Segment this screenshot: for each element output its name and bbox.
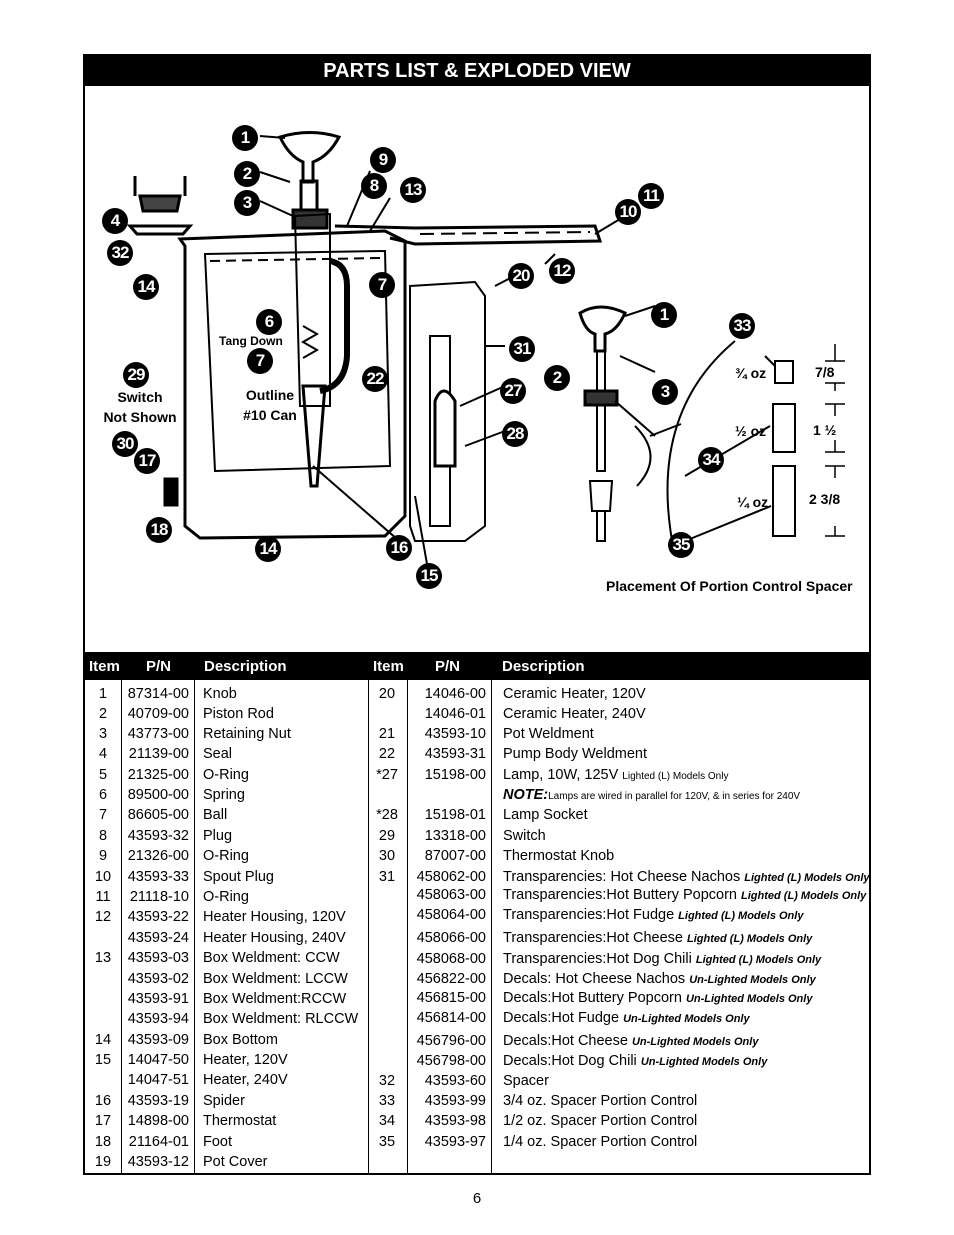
callout-6: 6: [256, 309, 282, 335]
table-row: [85, 846, 368, 866]
item-num: 35: [378, 1134, 396, 1150]
note-label: NOTE:: [503, 787, 549, 803]
part-description-wrap: [503, 969, 816, 990]
callout-4: 4: [102, 208, 128, 234]
part-description: Pot Cover: [203, 1154, 268, 1170]
part-description: Thermostat Knob: [503, 848, 615, 864]
header-item-left: Item: [89, 658, 120, 675]
item-num: 6: [98, 787, 108, 803]
header-item-right: Item: [373, 658, 404, 675]
table-row: [85, 907, 368, 927]
part-description: Retaining Nut: [203, 726, 291, 742]
part-number: 456814-00: [416, 1010, 486, 1026]
item-num: 17: [94, 1113, 112, 1129]
part-number: 43593-02: [127, 971, 189, 987]
callout-31: 31: [509, 336, 535, 362]
label-tang-down: Tang Down: [219, 334, 283, 348]
table-row: [368, 988, 868, 1008]
table-row: [368, 969, 868, 989]
part-description: Heater, 240V: [203, 1072, 288, 1088]
callout-15: 15: [416, 563, 442, 589]
table-row: [85, 1030, 368, 1050]
part-description: Decals:Hot Buttery Popcorn: [503, 990, 682, 1006]
table-row: [368, 1111, 868, 1131]
page-title: PARTS LIST & EXPLODED VIEW: [85, 56, 869, 86]
table-row: [368, 704, 868, 724]
part-description: 3/4 oz. Spacer Portion Control: [503, 1093, 698, 1109]
part-number: 456798-00: [416, 1053, 486, 1069]
part-description-wrap: [503, 905, 803, 926]
table-row: [85, 948, 368, 968]
callout-18: 18: [146, 517, 172, 543]
item-num: 8: [98, 828, 108, 844]
part-number: 13318-00: [424, 828, 486, 844]
part-description: Heater Housing, 120V: [203, 909, 346, 925]
table-row: [85, 704, 368, 724]
callout-3: 3: [234, 190, 260, 216]
part-description: Decals:Hot Fudge: [503, 1010, 620, 1026]
table-row: [368, 1051, 868, 1071]
callout-9: 9: [370, 147, 396, 173]
label-dim-1-half: 1 ½: [813, 422, 837, 438]
item-num: 32: [378, 1073, 396, 1089]
callout-27: 27: [500, 378, 526, 404]
part-number: 14047-50: [127, 1052, 189, 1068]
callout-7-right: 7: [369, 272, 395, 298]
part-description: Decals:Hot Dog Chili: [503, 1053, 637, 1069]
callout-22: 22: [362, 366, 388, 392]
part-number: 43593-10: [424, 726, 486, 742]
table-row: [368, 928, 868, 948]
parts-table-body: [85, 680, 869, 1175]
part-number: 43593-31: [424, 746, 486, 762]
model-note: Un-Lighted Models Only: [685, 993, 813, 1005]
callout-3-right: 3: [652, 379, 678, 405]
part-description: Plug: [203, 828, 233, 844]
model-note: Un-Lighted Models Only: [623, 1013, 750, 1025]
callout-11: 11: [638, 183, 664, 209]
part-number: 43593-97: [424, 1134, 486, 1150]
header-pn-left: P/N: [146, 658, 172, 675]
page-number: 6: [472, 1190, 482, 1207]
part-description: Pot Weldment: [503, 726, 594, 742]
callout-34: 34: [698, 447, 724, 473]
callout-14-top: 14: [133, 274, 159, 300]
exploded-view-diagram: [85, 86, 869, 652]
table-row: [85, 765, 368, 785]
part-number: 458062-00: [416, 869, 486, 885]
parts-table-header: [85, 652, 869, 680]
part-description-wrap: [503, 1008, 750, 1029]
part-description: Heater Housing, 240V: [203, 930, 346, 946]
part-description: Spider: [203, 1093, 245, 1109]
part-number: 43593-91: [127, 991, 189, 1007]
part-description-wrap: [503, 1031, 758, 1052]
table-row: [85, 969, 368, 989]
part-description: Lamp, 10W, 125V: [503, 767, 619, 783]
table-row: [368, 785, 868, 805]
part-description: Foot: [203, 1134, 233, 1150]
part-description: Box Weldment: LCCW: [203, 971, 348, 987]
part-number: 43593-32: [127, 828, 189, 844]
model-note: Un-Lighted Models Only: [631, 1036, 759, 1048]
part-number: 40709-00: [127, 706, 189, 722]
item-num: 31: [378, 869, 396, 885]
part-number: 15198-01: [424, 807, 486, 823]
label-dim-2-3-8: 2 3/8: [809, 491, 841, 507]
part-description: O-Ring: [203, 889, 249, 905]
part-description: Ball: [203, 807, 228, 823]
callout-17: 17: [134, 448, 160, 474]
table-row: [368, 1132, 868, 1152]
part-number: 43593-22: [127, 909, 189, 925]
table-row: [368, 765, 868, 785]
part-number: 87007-00: [424, 848, 486, 864]
table-row: [368, 867, 868, 887]
table-row: [85, 1091, 368, 1111]
part-description: Pump Body Weldment: [503, 746, 647, 762]
item-num: 1: [98, 686, 108, 702]
label-three-quarter-oz: ¾ oz: [735, 365, 767, 381]
callout-2-right: 2: [544, 365, 570, 391]
part-number: 21325-00: [127, 767, 189, 783]
part-description: 1/2 oz. Spacer Portion Control: [503, 1113, 698, 1129]
callout-1-right: 1: [651, 302, 677, 328]
part-description: Transparencies:Hot Cheese: [503, 930, 683, 946]
header-pn-right: P/N: [435, 658, 461, 675]
table-row: [85, 1050, 368, 1070]
part-number: 43593-09: [127, 1032, 189, 1048]
part-description-wrap: [503, 1051, 767, 1072]
item-num: 33: [378, 1093, 396, 1109]
part-number: 14046-00: [424, 686, 486, 702]
part-description: Box Weldment: RLCCW: [203, 1011, 359, 1027]
part-description: Piston Rod: [203, 706, 274, 722]
part-number: 87314-00: [127, 686, 189, 702]
part-description: Switch: [503, 828, 546, 844]
table-row: [85, 744, 368, 764]
part-number: 456815-00: [416, 990, 486, 1006]
table-row: [85, 1152, 368, 1172]
part-description: Transparencies:Hot Buttery Popcorn: [503, 887, 737, 903]
callout-30: 30: [112, 431, 138, 457]
part-number: 14046-01: [424, 706, 486, 722]
part-number: 21118-10: [129, 889, 189, 905]
callout-2: 2: [234, 161, 260, 187]
table-row: [368, 1008, 868, 1028]
callout-32: 32: [107, 240, 133, 266]
callout-7-left: 7: [247, 348, 273, 374]
item-num: 22: [378, 746, 396, 762]
model-note: Un-Lighted Models Only: [640, 1056, 768, 1068]
part-number: 15198-00: [424, 767, 486, 783]
table-row: [85, 785, 368, 805]
table-row: [368, 1091, 868, 1111]
item-num: 7: [98, 807, 108, 823]
note-text: Lamps are wired in parallel for 120V, & in series for 240V: [548, 791, 801, 802]
part-description: Seal: [203, 746, 233, 762]
callout-13: 13: [400, 177, 426, 203]
part-number: 21139-00: [128, 746, 189, 762]
part-number: 43593-03: [127, 950, 189, 966]
item-num: *27: [376, 767, 398, 783]
model-note: Lighted (L) Models Only: [622, 771, 729, 782]
table-row: [85, 805, 368, 825]
callout-10: 10: [615, 199, 641, 225]
part-description: Transparencies:Hot Fudge: [503, 907, 675, 923]
part-description: Spout Plug: [203, 869, 274, 885]
item-num: *28: [376, 807, 398, 823]
parts-page-frame: [83, 54, 871, 1175]
callout-28: 28: [502, 421, 528, 447]
model-note: Lighted (L) Models Only: [687, 933, 813, 945]
item-num: 34: [378, 1113, 396, 1129]
part-number: 21326-00: [127, 848, 189, 864]
table-row: [368, 744, 868, 764]
table-row: [85, 826, 368, 846]
item-num: 19: [94, 1154, 112, 1170]
table-row: [85, 1111, 368, 1131]
callout-16: 16: [386, 535, 412, 561]
callout-33: 33: [729, 313, 755, 339]
part-description: Decals: Hot Cheese Nachos: [503, 971, 686, 987]
item-num: 11: [95, 889, 111, 905]
part-number: 43593-94: [127, 1011, 189, 1027]
label-dim-7-8: 7/8: [815, 364, 835, 380]
part-number: 458063-00: [416, 887, 486, 903]
model-note: Lighted (L) Models Only: [741, 890, 867, 902]
lamp-note: [503, 785, 800, 807]
part-description: Transparencies:Hot Dog Chili: [503, 951, 692, 967]
label-quarter-oz: ¼ oz: [737, 494, 769, 510]
part-description-wrap: [503, 949, 821, 970]
part-number: 89500-00: [127, 787, 189, 803]
part-description: Spacer: [503, 1073, 549, 1089]
table-row: [368, 684, 868, 704]
part-number: 14047-51: [127, 1072, 189, 1088]
table-row: [85, 684, 368, 704]
part-description: Decals:Hot Cheese: [503, 1033, 628, 1049]
label-half-oz: ½ oz: [735, 423, 767, 439]
part-number: 456822-00: [416, 971, 486, 987]
item-num: 4: [98, 746, 108, 762]
part-description: O-Ring: [203, 767, 249, 783]
label-outline-can: Outline #10 Can: [243, 387, 297, 423]
part-description: Spring: [203, 787, 245, 803]
callout-8: 8: [361, 173, 387, 199]
part-number: 43593-33: [127, 869, 189, 885]
callout-20: 20: [508, 263, 534, 289]
table-row: [368, 1071, 868, 1091]
part-description: Knob: [203, 686, 237, 702]
part-description: Transparencies: Hot Cheese Nachos: [503, 869, 741, 885]
part-description: Box Weldment:RCCW: [203, 991, 347, 1007]
item-num: 21: [378, 726, 396, 742]
part-number: 14898-00: [127, 1113, 189, 1129]
table-row: [85, 1009, 368, 1029]
callout-35: 35: [668, 532, 694, 558]
label-switch-not-shown: Switch Not Shown: [103, 389, 177, 425]
model-note: Lighted (L) Models Only: [695, 954, 822, 966]
part-number: 86605-00: [127, 807, 189, 823]
item-num: 3: [98, 726, 108, 742]
table-row: [85, 887, 368, 907]
callout-14-bottom: 14: [255, 536, 281, 562]
item-num: 30: [378, 848, 396, 864]
table-row: [368, 1031, 868, 1051]
part-description-wrap: [503, 885, 866, 906]
model-note: Lighted (L) Models Only: [678, 910, 804, 922]
label-placement: Placement Of Portion Control Spacer: [606, 578, 853, 594]
table-row: [85, 1132, 368, 1152]
table-row: [368, 949, 868, 969]
item-num: 2: [98, 706, 108, 722]
table-row: [368, 826, 868, 846]
item-num: 13: [94, 950, 112, 966]
table-row: [85, 867, 368, 887]
part-number: 43593-98: [424, 1113, 486, 1129]
part-number: 458066-00: [416, 930, 486, 946]
table-row: [85, 928, 368, 948]
table-row: [368, 885, 868, 905]
part-number: 43593-12: [127, 1154, 189, 1170]
part-number: 43593-60: [424, 1073, 486, 1089]
table-row: [368, 905, 868, 925]
item-num: 20: [378, 686, 396, 702]
callout-1: 1: [232, 125, 258, 151]
part-description: 1/4 oz. Spacer Portion Control: [503, 1134, 698, 1150]
item-num: 16: [94, 1093, 112, 1109]
header-desc-right: Description: [502, 658, 585, 675]
table-row: [85, 989, 368, 1009]
item-num: 29: [378, 828, 396, 844]
part-description: Ceramic Heater, 120V: [503, 686, 646, 702]
part-description-wrap: [503, 988, 812, 1009]
part-number: 43593-24: [127, 930, 189, 946]
table-row: [368, 805, 868, 825]
part-number: 43593-19: [127, 1093, 189, 1109]
part-number: 456796-00: [416, 1033, 486, 1049]
callout-29: 29: [123, 362, 149, 388]
part-number: 43773-00: [127, 726, 189, 742]
part-description-wrap: [503, 928, 812, 949]
item-num: 9: [98, 848, 108, 864]
item-num: 18: [94, 1134, 112, 1150]
model-note: Lighted (L) Models Only: [744, 872, 870, 884]
part-description: Box Bottom: [203, 1032, 278, 1048]
model-note: Un-Lighted Models Only: [689, 974, 816, 986]
part-description: Heater, 120V: [203, 1052, 288, 1068]
callout-12: 12: [549, 258, 575, 284]
table-row: [85, 1070, 368, 1090]
item-num: 15: [94, 1052, 112, 1068]
part-number: 458064-00: [416, 907, 486, 923]
part-description: O-Ring: [203, 848, 249, 864]
part-description: Ceramic Heater, 240V: [503, 706, 646, 722]
part-description: Box Weldment: CCW: [203, 950, 340, 966]
item-num: 10: [94, 869, 112, 885]
part-description-wrap: [503, 765, 728, 787]
item-num: 12: [94, 909, 112, 925]
item-num: 14: [94, 1032, 112, 1048]
part-number: 21164-01: [128, 1134, 189, 1150]
table-row: [85, 724, 368, 744]
part-number: 458068-00: [416, 951, 486, 967]
part-description: Thermostat: [203, 1113, 277, 1129]
table-row: [368, 724, 868, 744]
part-description: Lamp Socket: [503, 807, 588, 823]
part-number: 43593-99: [424, 1093, 486, 1109]
header-desc-left: Description: [204, 658, 287, 675]
table-row: [368, 846, 868, 866]
item-num: 5: [98, 767, 108, 783]
